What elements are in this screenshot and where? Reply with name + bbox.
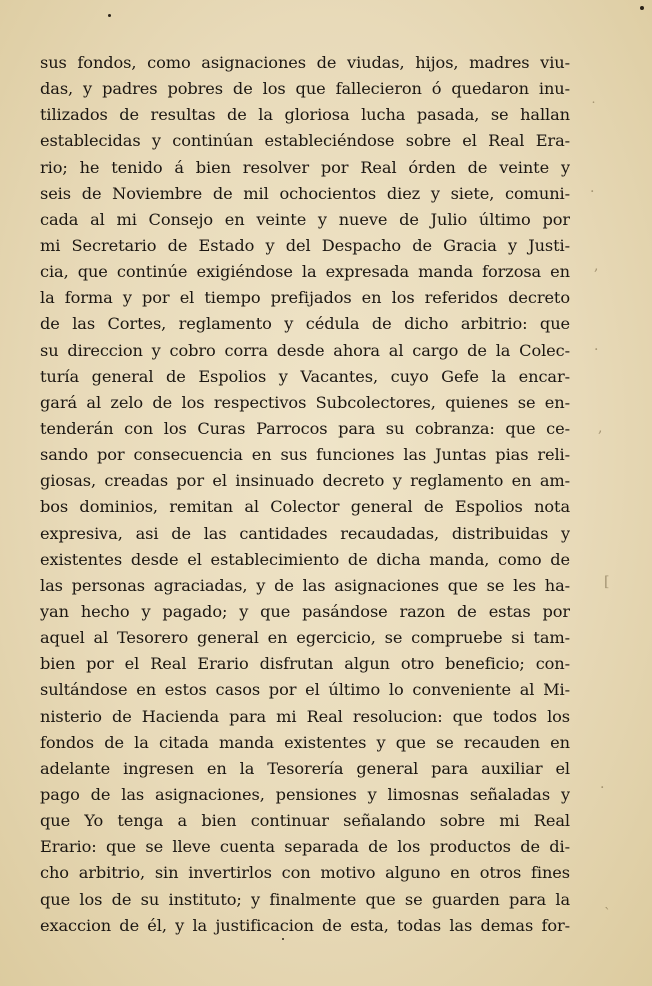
- text-line: seis de Noviembre de mil ochocientos diez y siete, comuni-: [40, 183, 570, 203]
- text-line: turía general de Espolios y Vacantes, cuyo Gefe la encar-: [40, 366, 570, 386]
- text-line: gará al zelo de los respectivos Subcolectores, quienes se en-: [40, 392, 570, 412]
- text-line: cada al mi Consejo en veinte y nueve de Julio último por: [40, 209, 570, 229]
- text-line: existentes desde el establecimiento de dicha manda, como de: [40, 549, 570, 569]
- text-line: yan hecho y pagado; y que pasándose razon de estas por: [40, 601, 570, 621]
- text-line: mi Secretario de Estado y del Despacho de Gracia y Justi-: [40, 235, 570, 255]
- margin-mark: ,: [594, 258, 599, 274]
- text-line: adelante ingresen en la Tesorería general para auxiliar el: [40, 758, 570, 778]
- text-line: cia, que continúe exigiéndose la expresada manda forzosa en: [40, 262, 570, 282]
- body-text: [40, 50, 570, 939]
- text-line: expresiva, asi de las cantidades recaudadas, distribuidas y: [40, 523, 570, 543]
- text-line: aquel al Tesorero general en egercicio, se compruebe si tam-: [40, 628, 570, 648]
- text-line: giosas, creadas por el insinuado decreto y reglamento en am-: [40, 471, 570, 491]
- text-line: sus fondos, como asignaciones de viudas, hijos, madres viu-: [40, 53, 570, 72]
- text-line: rio; he tenido á bien resolver por Real órden de veinte y: [40, 157, 570, 177]
- margin-mark: [: [604, 574, 610, 590]
- margin-mark: .: [600, 776, 605, 792]
- text-line: su direccion y cobro corra desde ahora al cargo de la Colec-: [40, 340, 570, 360]
- text-line: tilizados de resultas de la gloriosa lucha pasada, se hallan: [40, 105, 570, 125]
- text-line: exaccion de él, y la justificacion de esta, todas las demas for-: [40, 915, 570, 935]
- margin-mark: `: [604, 906, 611, 922]
- text-line: bien por el Real Erario disfrutan algun otro beneficio; con-: [40, 654, 570, 674]
- ink-speck: [640, 6, 644, 10]
- margin-mark: ˙: [590, 100, 597, 116]
- text-line: bos dominios, remitan al Colector general de Espolios nota: [40, 497, 570, 517]
- text-line: pago de las asignaciones, pensiones y limosnas señaladas y: [40, 784, 570, 804]
- text-line: sultándose en estos casos por el último lo conveniente al Mi-: [40, 680, 570, 700]
- text-line: que Yo tenga a bien continuar señalando sobre mi Real: [40, 811, 570, 831]
- text-line: Erario: que se lleve cuenta separada de los productos de di-: [40, 837, 570, 857]
- text-line: sando por consecuencia en sus funciones las Juntas pias reli-: [40, 445, 570, 465]
- text-line: que los de su instituto; y finalmente que se guarden para la: [40, 889, 570, 909]
- text-line: cho arbitrio, sin invertirlos con motivo alguno en otros fines: [40, 863, 570, 883]
- margin-mark: ,: [598, 420, 603, 436]
- text-line: tenderán con los Curas Parrocos para su cobranza: que ce-: [40, 418, 570, 438]
- text-line: fondos de la citada manda existentes y que se recauden en: [40, 732, 570, 752]
- text-line: de las Cortes, reglamento y cédula de dicho arbitrio: que: [40, 314, 570, 334]
- margin-mark: .: [594, 338, 599, 354]
- text-line: establecidas y continúan estableciéndose sobre el Real Era-: [40, 131, 570, 151]
- text-line: la forma y por el tiempo prefijados en los referidos decreto: [40, 288, 570, 308]
- ink-speck: [108, 14, 111, 17]
- text-line: nisterio de Hacienda para mi Real resolucion: que todos los: [40, 706, 570, 726]
- margin-mark: .: [590, 180, 595, 196]
- text-line: las personas agraciadas, y de las asignaciones que se les ha-: [40, 575, 570, 595]
- text-line: das, y padres pobres de los que fallecieron ó quedaron inu-: [40, 79, 570, 99]
